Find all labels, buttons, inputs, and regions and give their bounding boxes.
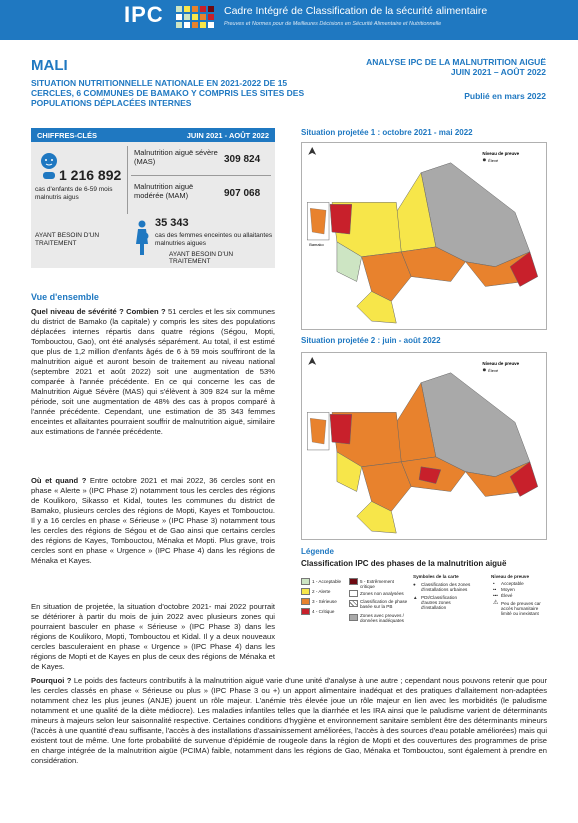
mam-value: 907 068 — [224, 188, 261, 199]
children-need: AYANT BESOIN D'UN TRAITEMENT — [35, 232, 100, 247]
access-icon: ⚠ — [493, 600, 499, 606]
inadequate-data-swatch — [349, 614, 358, 621]
mali-map-2 — [302, 353, 546, 539]
muac-label: Classification de phase basée sur la PB — [360, 599, 408, 609]
country-title: MALI — [31, 57, 68, 74]
idp-symbol-label: PDI/Classification d'autres zones d'installation — [421, 595, 457, 610]
divider — [131, 175, 271, 176]
idp-symbol-icon: ▲ — [413, 595, 418, 600]
phase-4-label: 4 - Critique — [312, 609, 335, 614]
published-date: Publié en mars 2022 — [464, 91, 546, 101]
header-title: Cadre Intégré de Classification de la sécurité alimentaire — [224, 5, 488, 17]
overview-paragraph-severity: Quel niveau de sévérité ? Combien ? 51 cercles et les six communes du district de Bamako (la capitale) y compris les sites des populations déplacées internes répartis dans quatre régions (Ségou, Mopti, Tombouctou, Gao), ont été analysés séparément. Au total, il est estimé que plus de 1,2 million d'enfants âgés de 6 à 59 mois souffriront de la malnutrition aiguë et auront besoin de traitement au niveau national (septembre 2021 et août 2022) soit une augmentation de 53% comparée à l'année précédente. En ce qui concerne les cas de Malnutrition Aiguë Sévère (MAS) qui s'élèvent à 309 824 sur la même période, soit une augmentation de 48% des cas à propos comparé à l'année précédente. Cependant, une estimation de 35 343 femmes enceintes et allaitantes pourraient souffrir de malnutrition aiguë, similaire aux estimations de l'année précédente. — [31, 307, 275, 436]
overview-paragraph-why: Pourquoi ? Le poids des facteurs contributifs à la malnutrition aiguë varie d'une unité d'analyse à une autre ; cependant nous pouvons retenir que pour les cercles classés en phase « Sérieuse ou plus » (IPC Phase 3 ou +) un apport alimentaire inadéquat et des pratiques d'allaitement non-adaptées notamment chez les plus jeunes (ANJE) jouent un rôle majeur. L'anémie très élevée joue un rôle majeur en lien avec les morbidités (le paludisme notamment et une qualité de la diète médiocre). Les maladies infantiles telles que la diarrhée et les IRA ainsi que le paludisme varient de déterminants mineurs à majeurs selon leur saisonnalité respective. Certaines conditions d'hygiène et environnement sanitaire semblent être des déterminants mineurs (l'accès à une quantité d'eau suffisante, l'accès à des installations d'assainissement améliorées, l'accès à des sources d'eau potable améliorées) mais qui existent tout de même. Une forte probabilité de survenue d'épidémie de rougeole dans la région de Mopti et des couvertures des programmes de prise en charge intégrée de la malnutrition aigüe (PCIMA) faible, notamment dans les régions de Gao, Ménaka et Tombouctou, sont également à prendre en considération. — [31, 676, 547, 765]
women-note: cas des femmes enceintes ou allaitantes malnutries aigues — [155, 232, 273, 247]
phase-5-swatch — [349, 578, 358, 585]
overview-paragraph-where: Où et quand ? Entre octobre 2021 et mai 2022, 36 cercles sont en phase « Alerte » (IPC Phase 2) notamment tous les cercles des régions de Koulikoro, Sikasso et Kidal, toutes les communes du district de Bamako, plusieurs cercles des régions de Mopti, Kayes et Tombouctou. Il y a 16 cercles en phase « Sérieuse » (IPC Phase 3) notamment tous les cercles des régions de Ségou et de Gao ainsi que certains cercles des régions de Kayes, Tombouctou, Ménaka et Mopti. Plus grave, trois cercles sont en phase « Urgence » (IPC Phase 4) dans les régions de Ménaka et Kayes. — [31, 476, 275, 565]
map-projection-2 — [301, 352, 547, 540]
map1-title: Situation projetée 1 : octobre 2021 - mai 2022 — [301, 128, 473, 137]
symbols-title: Symboles de la carte — [413, 574, 459, 579]
map2-title: Situation projetée 2 : juin - août 2022 — [301, 336, 441, 345]
divider — [127, 146, 128, 214]
report-subtitle: SITUATION NUTRITIONNELLE NATIONALE EN 2021-2022 DE 15 CERCLES, 6 COMMUNES DE BAMAKO Y COMPRIS LES SITES DES POPULATIONS DÉPLACÉES INTERNES — [31, 78, 305, 108]
mas-label: Malnutrition aiguë sévère (MAS) — [134, 148, 218, 166]
inset-label: Bamako — [309, 241, 324, 247]
legend-subtitle: Classification IPC des phases de la malnutrition aiguë — [301, 559, 507, 568]
pregnant-woman-icon — [133, 220, 151, 256]
women-total: 35 343 — [155, 217, 189, 229]
logo-squares-icon — [176, 6, 216, 34]
key-figures-period: JUIN 2021 - AOÛT 2022 — [186, 131, 269, 140]
key-figures-label: CHIFFRES-CLÉS — [37, 131, 97, 140]
phase-1-swatch — [301, 578, 310, 585]
evidence-medium: Moyen — [501, 587, 515, 592]
access-label: Peu de preuves car accès humanitaire limité ou inexistant — [501, 601, 541, 616]
phase-3-swatch — [301, 598, 310, 605]
phase-5-label: 5 - Extrêmement critique — [360, 579, 394, 589]
legend — [301, 572, 547, 650]
mali-map-1 — [302, 143, 546, 329]
phase-2-swatch — [301, 588, 310, 595]
phase-2-label: 2 - Alerte — [312, 589, 331, 594]
phase-4-swatch — [301, 608, 310, 615]
header-tagline: Preuves et Normes pour de Meilleures Décisions en Sécurité Alimentaire et Nutritionnelle — [224, 21, 442, 27]
child-icon — [38, 152, 60, 182]
legend-title: Légende — [301, 547, 334, 556]
phase-1-label: 1 - Acceptable — [312, 579, 342, 584]
mas-value: 309 824 — [224, 154, 261, 165]
phase-3-label: 3 - Sérieuse — [312, 599, 337, 604]
muac-swatch — [349, 600, 358, 607]
ipc-logo: IPC — [124, 2, 164, 27]
evidence-high-icon: ••• — [493, 593, 498, 598]
overview-paragraph-projection: En situation de projetée, la situation d'octobre 2021- mai 2022 pourrait se détériorer à partir du mois de juin 2022 avec plusieurs zones qui pourraient basculer en phase « Sérieuse » (IPC Phase 3) dans les régions de Koulikoro, Mopti, Tombouctou et Kidal. Il y a deux nouveaux cercles basculeraient en phase « Urgence » (IPC Phase 4) dans les régions de Mopti et de Kayes en plus de ceux des régions de Ménaka et de Kayes. — [31, 602, 275, 671]
evidence-high: Élevé — [501, 593, 513, 598]
women-need: AYANT BESOIN D'UN TRAITEMENT — [169, 251, 234, 265]
urban-symbol-label: Classification des zones d'installations urbaines — [421, 582, 471, 592]
north-arrow-icon — [308, 357, 316, 365]
evidence-acceptable: Acceptable — [501, 581, 524, 586]
map2-evidence-label: Niveau de preuve — [482, 360, 520, 366]
children-note: cas d'enfants de 6-59 mois malnutris aigus — [35, 186, 113, 201]
header-bar — [0, 0, 578, 40]
analysis-period: JUIN 2021 – AOÛT 2022 — [450, 67, 546, 77]
evidence-title: Niveau de preuve — [491, 574, 530, 579]
key-figures-box — [31, 142, 275, 268]
non-analysed-swatch — [349, 590, 358, 597]
evidence-acceptable-icon: • — [493, 581, 495, 586]
evidence-medium-icon: •• — [493, 587, 497, 592]
children-total: 1 216 892 — [59, 167, 122, 183]
map-projection-1 — [301, 142, 547, 330]
map2-evidence-value: Élevé — [488, 367, 499, 373]
map1-evidence-value: Élevé — [488, 157, 499, 163]
key-figures-header — [31, 128, 275, 142]
north-arrow-icon — [308, 147, 316, 155]
inadequate-data-label: Zones avec preuves / données inadéquates — [360, 613, 404, 623]
analysis-title — [286, 57, 546, 77]
map1-evidence-label: Niveau de preuve — [482, 150, 520, 156]
mam-label: Malnutrition aiguë modérée (MAM) — [134, 182, 194, 200]
urban-symbol-icon: ● — [413, 582, 416, 587]
overview-title: Vue d'ensemble — [31, 292, 99, 302]
non-analysed-label: Zones non analysées — [360, 591, 404, 596]
analysis-label: ANALYSE IPC DE LA MALNUTRITION AIGUË — [366, 57, 546, 67]
